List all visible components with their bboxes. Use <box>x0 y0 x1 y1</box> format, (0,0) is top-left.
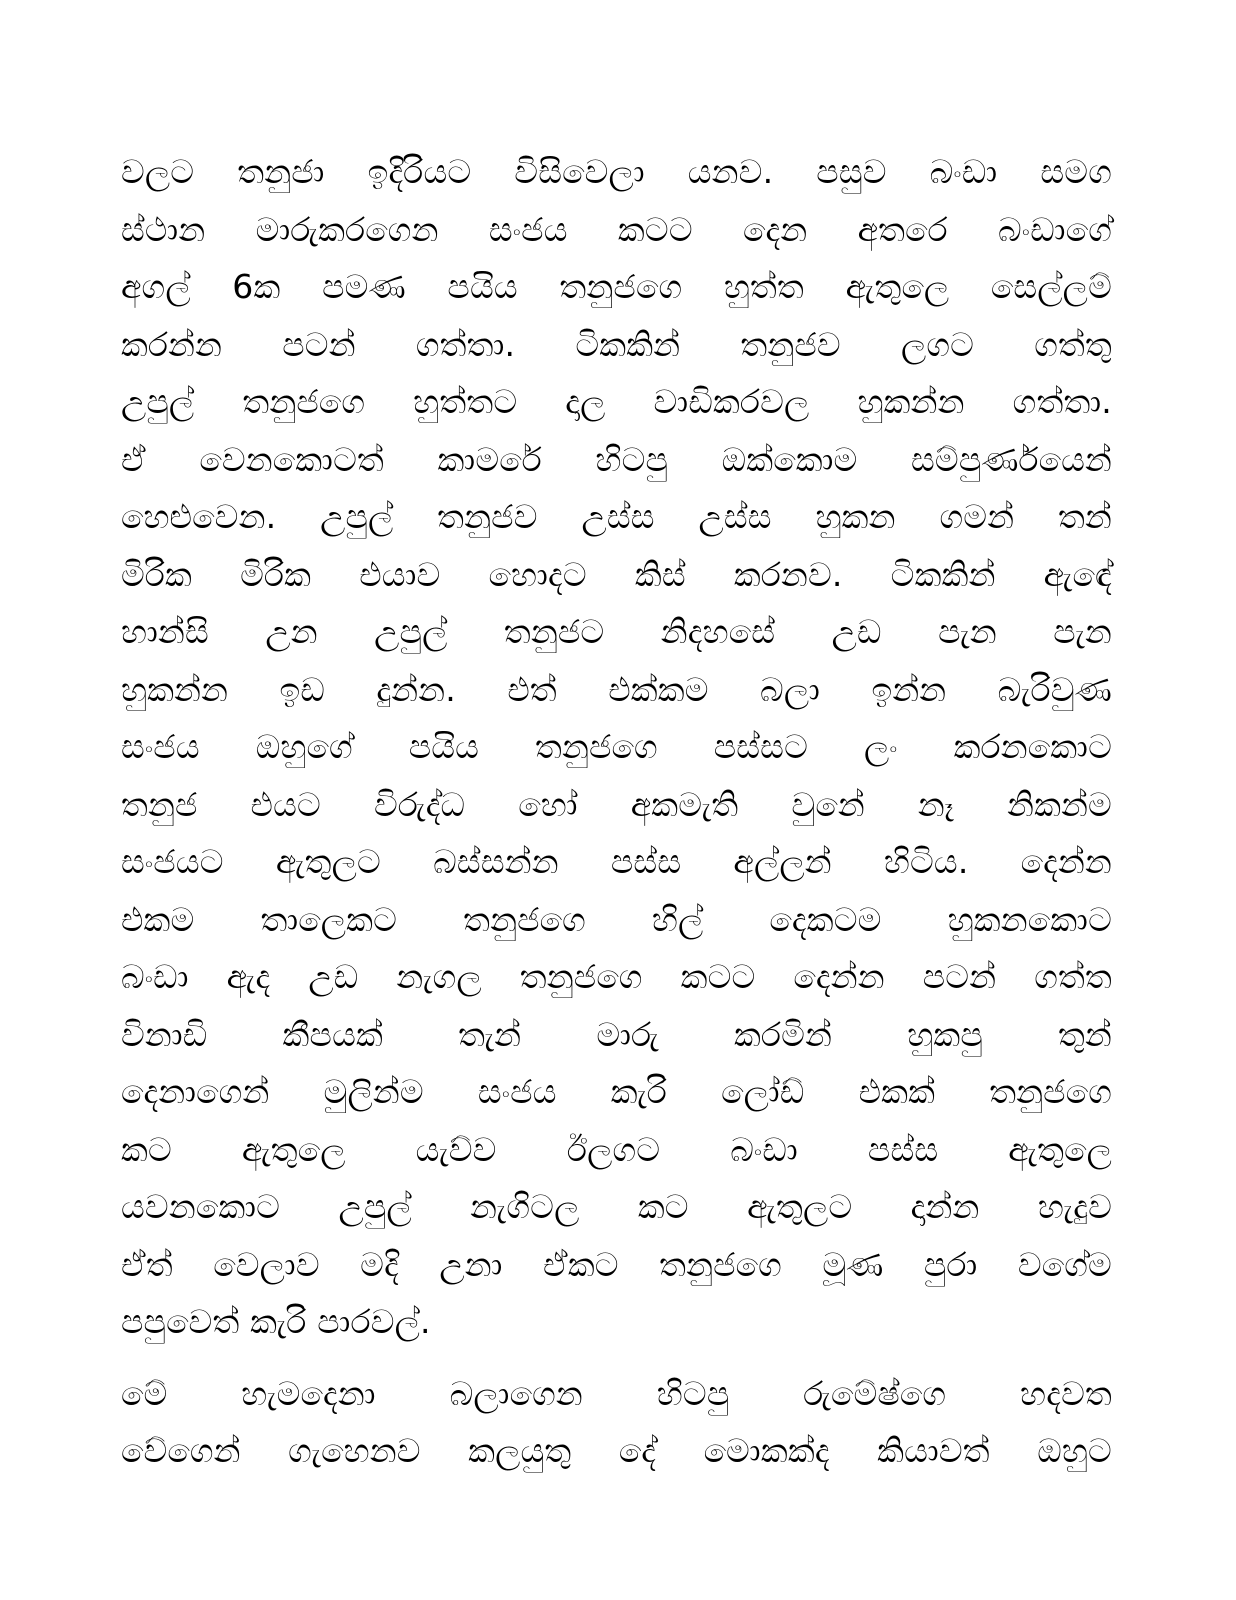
text-line: සංජය ඔහුගේ පයිය තනුජගෙ පස්සට ලං කරනකොට <box>121 727 1112 766</box>
text-line: ඒ වෙනකොටත් කාමරේ හිටපු ඔක්කොම සම්පුර්ණයෙන් <box>121 439 1112 479</box>
paragraph-1 <box>121 143 1112 1351</box>
text-line: කට ඇතුලෙ යැව්ව ඊලගට බංඩා පස්ස ඇතුලෙ <box>121 1129 1112 1169</box>
text-line: කරන්න පටන් ගත්තා. ටිකකින් තනුජව ලගට ගත්තු <box>121 324 1112 364</box>
text-line: අගල් 6ක පමණ පයිය තනුජගෙ හුත්ත ඇතුලෙ සෙල්ලම් <box>121 267 1112 306</box>
text-line: වේගෙන් ගැහෙනව කලයුතු දේ මොකක්ද කියාවත් ඔහුට <box>121 1431 1112 1470</box>
text-line: හුකන්න ඉඩ දුන්න. එත් එක්කම බලා ඉන්න බැරිවුණ <box>121 669 1112 709</box>
text-line: වලට තනුජා ඉදිරියට විසිවෙලා යනව. පසුව බංඩා සමග <box>121 152 1112 191</box>
paragraph-2 <box>121 1365 1112 1480</box>
text-line: යවනකොට උපුල් නැගිටල කට ඇතුලට දාන්න හැදුව <box>121 1187 1112 1226</box>
text-line: දෙනාගෙන් මුලින්ම සංජය කැරි ලෝඩ් එකක් තනුජගෙ <box>121 1072 1112 1111</box>
text-block <box>121 143 1112 1480</box>
text-line: මේ හැමදෙනා බලාගෙන හිටපු රුමේෂ්ගෙ හදවත <box>121 1373 1112 1413</box>
text-line: තනුජ එයට විරුද්ධ හෝ අකමැති වුනේ නෑ නිකන්ම <box>121 784 1112 824</box>
text-line: බංඩා ඇද උඩ නැගල තනුජගෙ කටට දෙන්න පටන් ගත්ත <box>121 957 1112 996</box>
text-line: මිරික මිරික එයාව හොදට කිස් කරනව. ටිකකින් ඇඳේ <box>121 554 1112 594</box>
text-line: හෙළුවෙන. උපුල් තනුජව උස්ස උස්ස හුකන ගමන් තන් <box>121 497 1112 536</box>
text-line: ඒත් වෙලාව මදි උනා ඒකට තනුජගෙ මූණ පුරා වගේම <box>121 1244 1112 1284</box>
text-line: පපුවෙත් කැරි පාරවල්. <box>121 1302 431 1341</box>
text-line: ස්ථාන මාරුකරගෙන සංජය කටට දෙන අතරෙ බංඩාගේ <box>121 209 1112 249</box>
text-line: එකම තාලෙකට තනුජගෙ හිල් දෙකටම හුකනකොට <box>121 899 1112 939</box>
text-line: විනාඩි කීපයක් තැන් මාරු කරමින් හුකපු තුන් <box>121 1014 1112 1054</box>
text-line: උපුල් තනුජගෙ හුත්තට දාල වාඩිකරවල හුකන්න ගත්තා. <box>121 382 1112 421</box>
text-line: සංජයට ඇතුලට බස්සන්න පස්ස අල්ලන් හිටිය. දෙන්න <box>121 842 1112 881</box>
text-line: හාන්සි උන උපුල් තනුජට නිදහසේ උඩ පැන පැන <box>121 612 1112 651</box>
